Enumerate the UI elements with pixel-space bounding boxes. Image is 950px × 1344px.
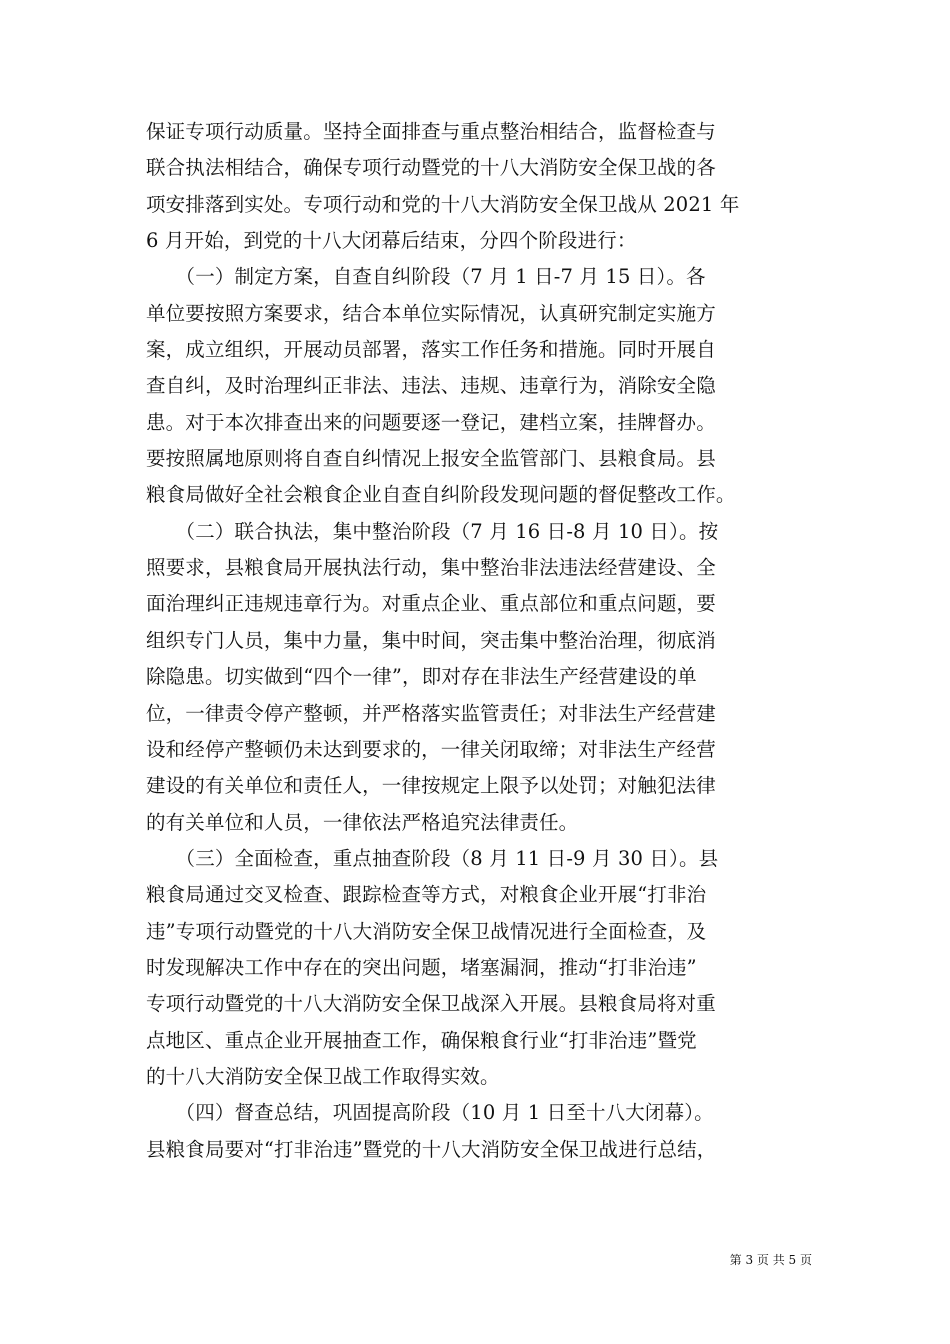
text-line: 县粮食局要对“打非治违”暨党的十八大消防安全保卫战进行总结， <box>146 1137 717 1161</box>
text-line: 除隐患。切实做到“四个一律”，即对存在非法生产经营建设的单 <box>146 665 697 689</box>
text-line: 位，一律责令停产整顿，并严格落实监管责任；对非法生产经营建 <box>146 701 716 725</box>
text-line: 联合执法相结合，确保专项行动暨党的十八大消防安全保卫战的各 <box>146 156 716 180</box>
text-line: （一）制定方案，自查自纠阶段（7 月 1 日-7 月 15 日）。各 <box>146 265 706 289</box>
text-line: 专项行动暨党的十八大消防安全保卫战深入开展。县粮食局将对重 <box>146 992 716 1016</box>
text-line: 粮食局做好全社会粮食企业自查自纠阶段发现问题的督促整改工作。 <box>146 483 736 507</box>
text-line: 要按照属地原则将自查自纠情况上报安全监管部门、县粮食局。县 <box>146 447 716 471</box>
text-line: 建设的有关单位和责任人，一律按规定上限予以处罚；对触犯法律 <box>146 774 716 798</box>
text-line: 案，成立组织，开展动员部署，落实工作任务和措施。同时开展自 <box>146 338 716 362</box>
text-line: 违”专项行动暨党的十八大消防安全保卫战情况进行全面检查，及 <box>146 919 707 943</box>
text-line: 患。对于本次排查出来的问题要逐一登记，建档立案，挂牌督办。 <box>146 410 716 434</box>
text-line: 项安排落到实处。专项行动和党的十八大消防安全保卫战从 2021 年 <box>146 192 740 216</box>
text-line: 面治理纠正违规违章行为。对重点企业、重点部位和重点问题，要 <box>146 592 716 616</box>
text-line: 设和经停产整顿仍未达到要求的，一律关闭取缔；对非法生产经营 <box>146 737 716 761</box>
text-line: 点地区、重点企业开展抽查工作，确保粮食行业“打非治违”暨党 <box>146 1028 697 1052</box>
text-line: 粮食局通过交叉检查、跟踪检查等方式，对粮食企业开展“打非治 <box>146 883 707 907</box>
text-line: 的有关单位和人员，一律依法严格追究法律责任。 <box>146 810 579 834</box>
text-line: 照要求，县粮食局开展执法行动，集中整治非法违法经营建设、全 <box>146 556 716 580</box>
text-line: 组织专门人员，集中力量，集中时间，突击集中整治治理，彻底消 <box>146 628 716 652</box>
text-line: 的十八大消防安全保卫战工作取得实效。 <box>146 1064 500 1088</box>
text-line: 保证专项行动质量。坚持全面排查与重点整治相结合，监督检查与 <box>146 120 716 143</box>
page-number: 第 3 页 共 5 页 <box>729 1253 812 1267</box>
text-line: （二）联合执法，集中整治阶段（7 月 16 日-8 月 10 日）。按 <box>146 519 719 543</box>
text-line: 时发现解决工作中存在的突出问题，堵塞漏洞，推动“打非治违” <box>146 955 697 979</box>
text-line: 6 月开始，到党的十八大闭幕后结束，分四个阶段进行： <box>146 229 637 253</box>
document-body <box>146 114 812 1168</box>
text-line: 单位要按照方案要求，结合本单位实际情况，认真研究制定实施方 <box>146 301 716 325</box>
text-line: 查自纠，及时治理纠正非法、违法、违规、违章行为，消除安全隐 <box>146 374 716 398</box>
text-line: （四）督查总结，巩固提高阶段（10 月 1 日至十八大闭幕）。 <box>146 1101 714 1125</box>
text-line: （三）全面检查，重点抽查阶段（8 月 11 日-9 月 30 日）。县 <box>146 846 719 870</box>
